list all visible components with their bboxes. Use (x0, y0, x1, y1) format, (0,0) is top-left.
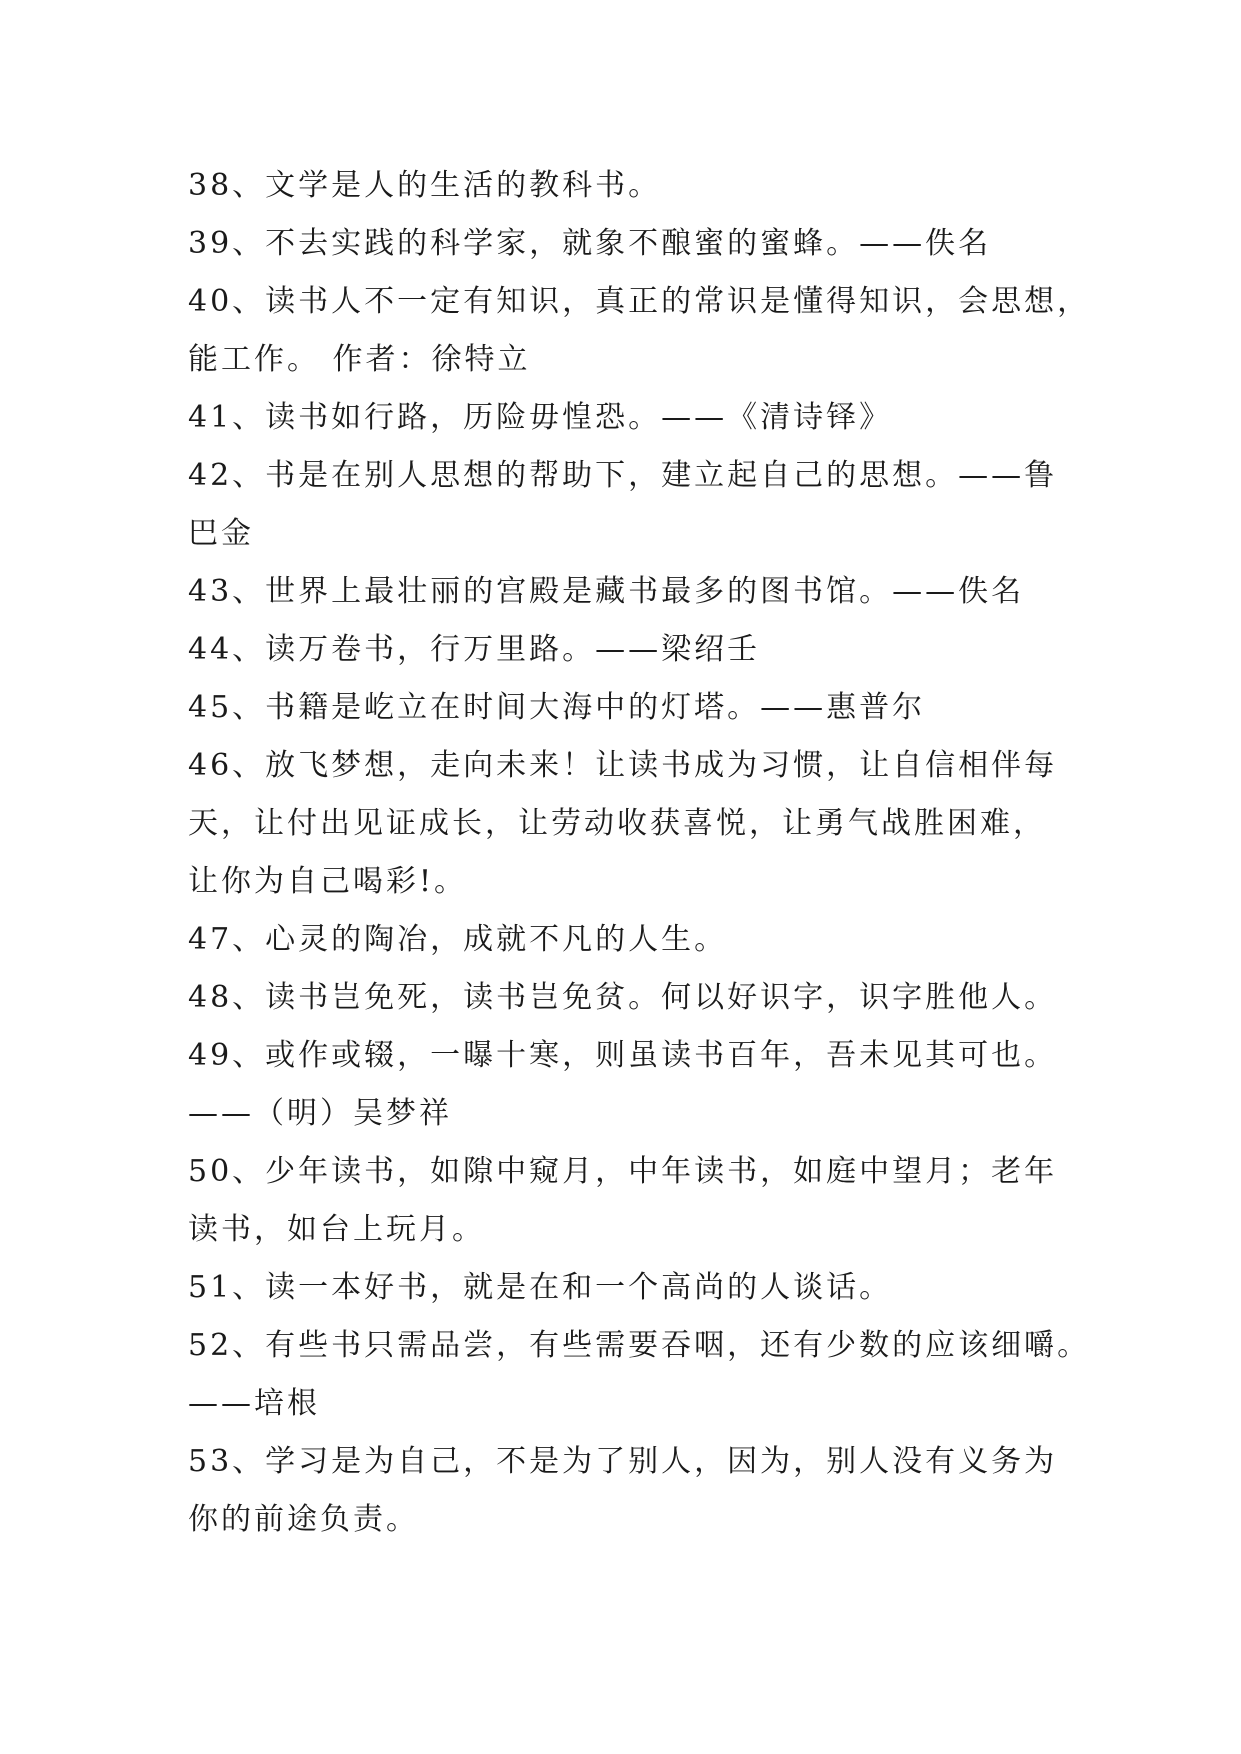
text-line: 天，让付出见证成长，让劳动收获喜悦，让勇气战胜困难， (188, 806, 1046, 841)
text-line: 40、读书人不一定有知识，真正的常识是懂得知识，会思想， (188, 284, 1091, 319)
text-line: 41、读书如行路，历险毋惶恐。——《清诗铎》 (188, 400, 893, 435)
text-line: 你的前途负责。 (188, 1502, 419, 1537)
text-line: ——（明）吴梦祥 (188, 1096, 452, 1131)
text-line: 53、学习是为自己，不是为了别人，因为，别人没有义务为 (188, 1444, 1058, 1479)
text-line: 44、读万卷书，行万里路。——梁绍壬 (188, 632, 761, 667)
text-line: 让你为自己喝彩!。 (188, 864, 468, 899)
text-line: 48、读书岂免死，读书岂免贫。何以好识字，识字胜他人。 (188, 980, 1058, 1015)
quote-list (188, 157, 1091, 1549)
text-line: 39、不去实践的科学家，就象不酿蜜的蜜蜂。——佚名 (188, 226, 992, 261)
text-line: 46、放飞梦想，走向未来！让读书成为习惯，让自信相伴每 (188, 748, 1058, 783)
text-line: 49、或作或辍，一曝十寒，则虽读书百年，吾未见其可也。 (188, 1038, 1058, 1073)
text-line: 52、有些书只需品尝，有些需要吞咽，还有少数的应该细嚼。 (188, 1328, 1091, 1363)
text-line: ——培根 (188, 1386, 320, 1421)
text-line: 47、心灵的陶冶，成就不凡的人生。 (188, 922, 728, 957)
text-line: 45、书籍是屹立在时间大海中的灯塔。——惠普尔 (188, 690, 926, 725)
text-line: 42、书是在别人思想的帮助下，建立起自己的思想。——鲁 (188, 458, 1058, 493)
text-line: 38、文学是人的生活的教科书。 (188, 168, 662, 203)
text-line: 能工作。 作者：徐特立 (188, 342, 531, 377)
text-line: 51、读一本好书，就是在和一个高尚的人谈话。 (188, 1270, 893, 1305)
text-line: 巴金 (188, 516, 254, 551)
text-line: 50、少年读书，如隙中窥月，中年读书，如庭中望月；老年 (188, 1154, 1058, 1189)
text-line: 读书，如台上玩月。 (188, 1212, 485, 1247)
text-line: 43、世界上最壮丽的宫殿是藏书最多的图书馆。——佚名 (188, 574, 1025, 609)
